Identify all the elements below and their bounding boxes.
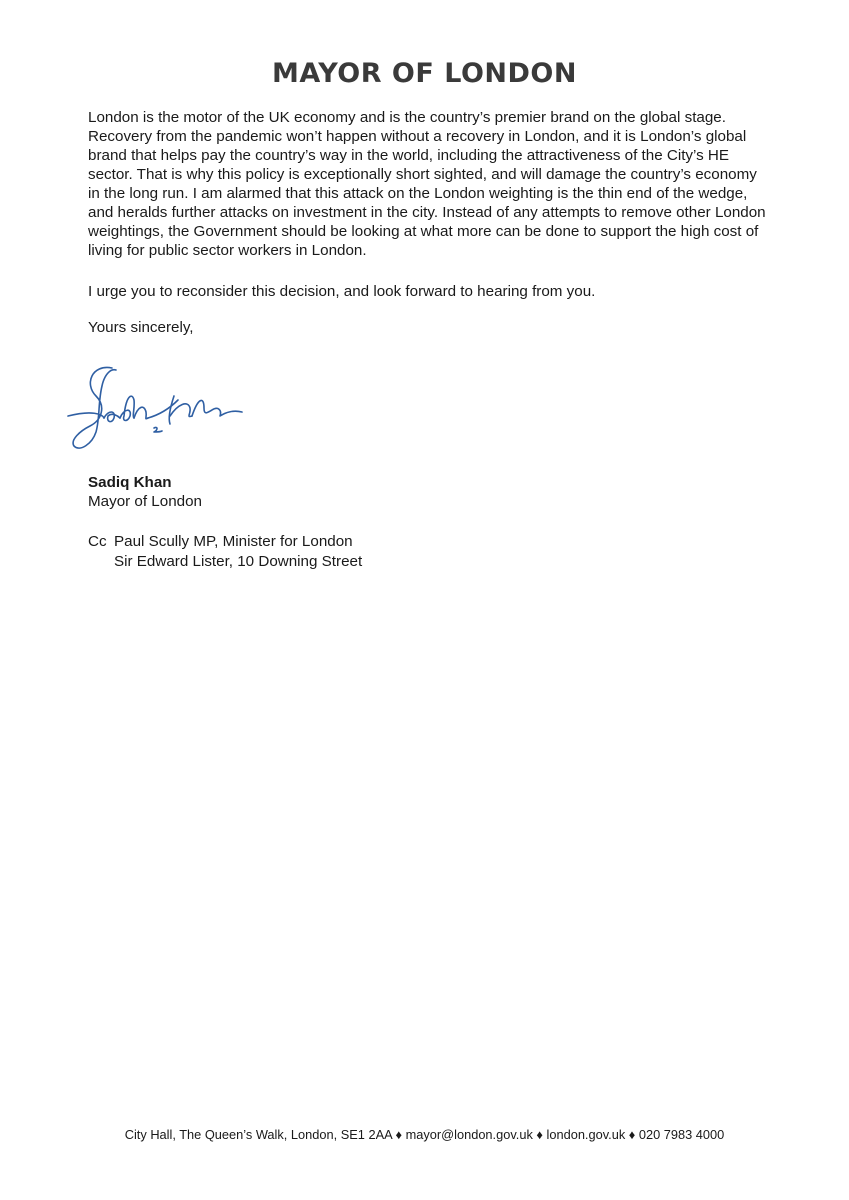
handwritten-signature [62, 356, 252, 456]
body-paragraph-2: I urge you to reconsider this decision, and look forward to hearing from you. [88, 283, 596, 300]
closing-salutation: Yours sincerely, [88, 319, 194, 336]
cc-label: Cc [88, 533, 107, 550]
body-paragraph-1: London is the motor of the UK economy and is the country’s premier brand on the global stage. Recovery from the pandemic won’t happen without a recovery in London, and it is London’s global brand that helps pay the country’s way in the world, including the attractiveness of the City’s HE sector. That is why this policy is exceptionally short sighted, and will damage the country’s economy in the long run. I am alarmed that this attack on the London weighting is the thin end of the wedge, and heralds further attacks on investment in the city. Instead of any attempts to remove other London weightings, the Government should be looking at what more can be done to support the high cost of living for public sector workers in London. [88, 109, 766, 259]
cc-block [88, 532, 362, 572]
cc-row-2 [88, 552, 362, 572]
cc-recipient-2: Sir Edward Lister, 10 Downing Street [114, 553, 363, 570]
footer-address: City Hall, The Queen’s Walk, London, SE1 2AA ♦ mayor@london.gov.uk ♦ london.gov.uk ♦ 020 7983 4000 [124, 1127, 725, 1142]
letterhead-title: MAYOR OF LONDON [272, 58, 577, 89]
signatory-title: Mayor of London [88, 493, 202, 510]
cc-row-1 [88, 532, 362, 552]
cc-recipient-1: Paul Scully MP, Minister for London [114, 533, 353, 550]
signatory-name: Sadiq Khan [88, 474, 172, 491]
